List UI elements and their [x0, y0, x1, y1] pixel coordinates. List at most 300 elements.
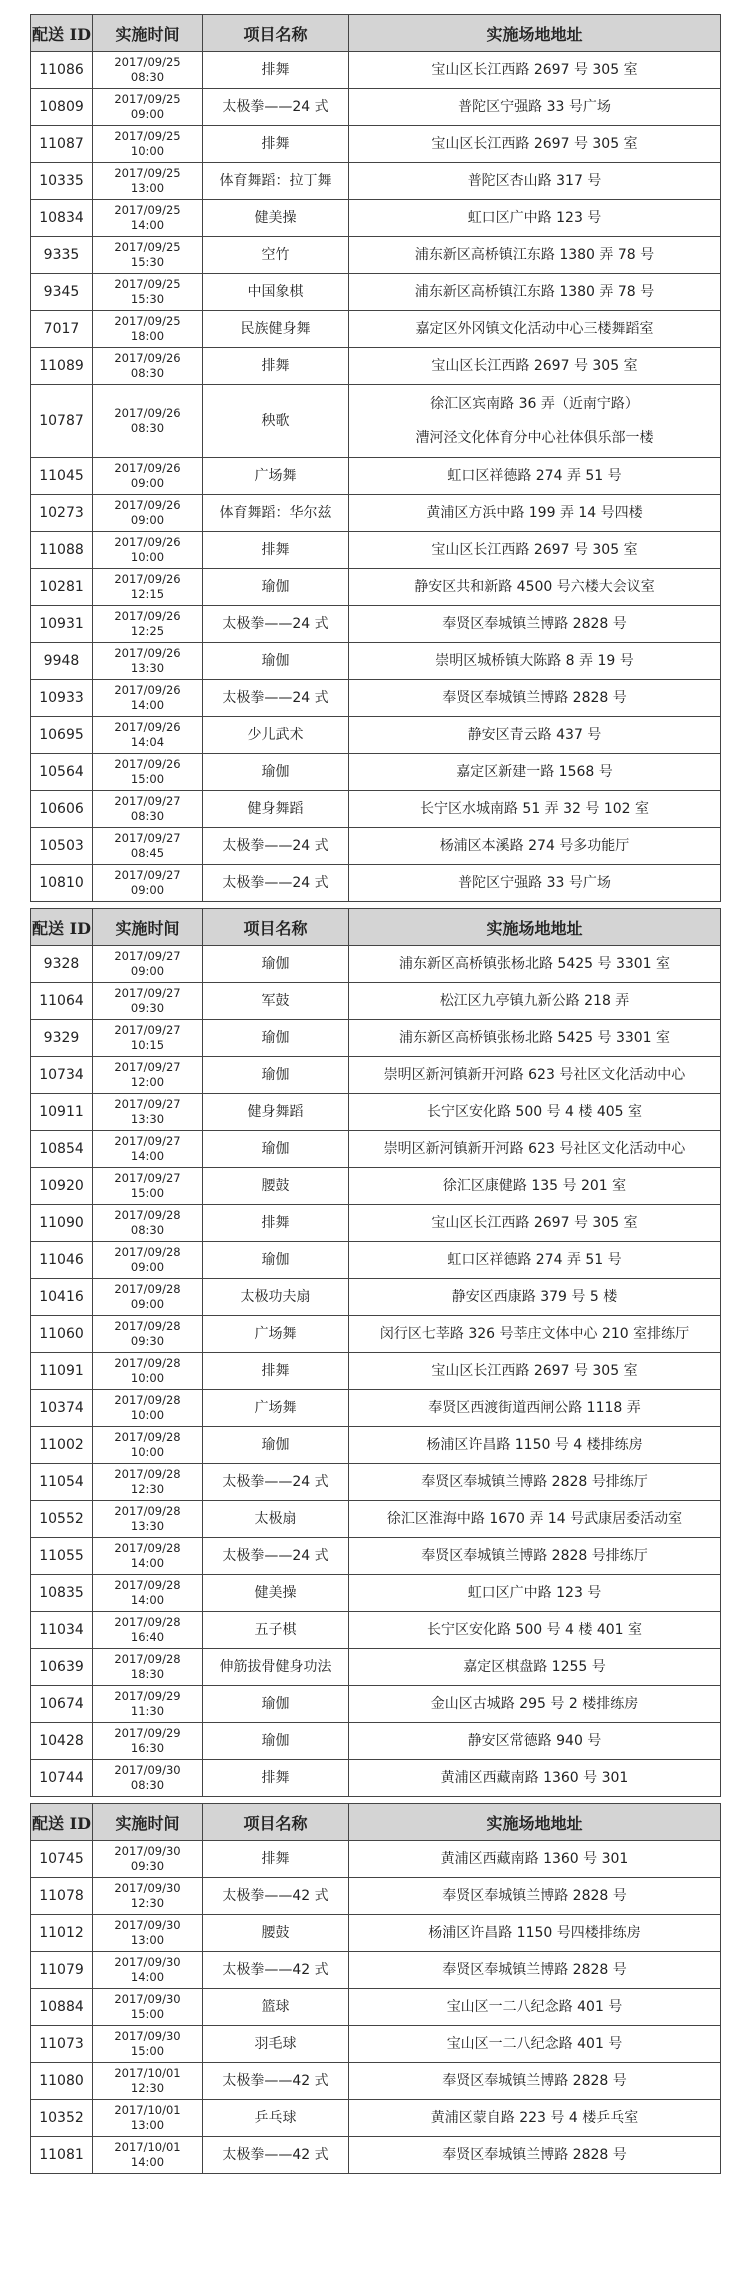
section-gap [31, 902, 721, 909]
venue-address [349, 1686, 721, 1723]
table-row [31, 2100, 721, 2137]
delivery-id: 10745 [31, 1841, 93, 1878]
project-name: 羽毛球 [203, 2026, 349, 2063]
venue-address-line-2: 漕河泾文化体育分中心社体俱乐部一楼 [415, 430, 654, 446]
schedule-time [93, 495, 203, 532]
schedule-time [93, 606, 203, 643]
venue-address [349, 754, 721, 791]
venue-address [349, 89, 721, 126]
header-time: 实施时间 [93, 15, 203, 52]
delivery-id: 10416 [31, 1279, 93, 1316]
schedule-time [93, 1205, 203, 1242]
delivery-id: 11080 [31, 2063, 93, 2100]
schedule-date: 2017/09/29 [114, 1726, 181, 1740]
schedule-date: 2017/09/28 [114, 1615, 181, 1629]
delivery-id: 10810 [31, 865, 93, 902]
delivery-id: 11002 [31, 1427, 93, 1464]
schedule-time [93, 1723, 203, 1760]
venue-address-line: 静安区常德路 940 号 [467, 1732, 602, 1749]
delivery-id: 7017 [31, 311, 93, 348]
venue-address [349, 680, 721, 717]
schedule-time [93, 2063, 203, 2100]
schedule-time [93, 1057, 203, 1094]
venue-address-line: 杨浦区本溪路 274 号多功能厅 [439, 837, 630, 854]
table-row [31, 348, 721, 385]
venue-address [349, 1353, 721, 1390]
project-name: 排舞 [203, 348, 349, 385]
project-name: 太极拳——42 式 [203, 2137, 349, 2174]
schedule-clock: 12:25 [130, 624, 165, 638]
table-row [31, 1205, 721, 1242]
venue-address-line: 奉贤区奉城镇兰博路 2828 号 [442, 2146, 627, 2163]
delivery-id: 11087 [31, 126, 93, 163]
schedule-clock: 14:00 [130, 1149, 165, 1163]
table-row [31, 1242, 721, 1279]
schedule-date: 2017/09/27 [114, 1060, 181, 1074]
delivery-id: 11046 [31, 1242, 93, 1279]
delivery-id: 11034 [31, 1612, 93, 1649]
venue-address [349, 458, 721, 495]
table-row [31, 1390, 721, 1427]
header-id: 配送 ID [31, 1804, 93, 1841]
table-row [31, 569, 721, 606]
table-row [31, 1094, 721, 1131]
table-row [31, 163, 721, 200]
venue-address-line: 浦东新区高桥镇江东路 1380 弄 78 号 [414, 283, 655, 300]
delivery-id: 10933 [31, 680, 93, 717]
venue-address [349, 1279, 721, 1316]
schedule-time [93, 1649, 203, 1686]
header-id: 配送 ID [31, 909, 93, 946]
delivery-id: 10835 [31, 1575, 93, 1612]
project-name: 瑜伽 [203, 1427, 349, 1464]
delivery-id: 11086 [31, 52, 93, 89]
project-name: 空竹 [203, 237, 349, 274]
project-name: 伸筋拔骨健身功法 [203, 1649, 349, 1686]
table-row [31, 1353, 721, 1390]
venue-address [349, 1205, 721, 1242]
table-row [31, 606, 721, 643]
table-row [31, 200, 721, 237]
schedule-sheet [30, 14, 720, 2174]
schedule-time [93, 163, 203, 200]
table-row [31, 274, 721, 311]
schedule-clock: 08:30 [130, 421, 165, 435]
delivery-id: 11089 [31, 348, 93, 385]
schedule-time [93, 1427, 203, 1464]
schedule-clock: 12:30 [130, 1482, 165, 1496]
project-name: 广场舞 [203, 1390, 349, 1427]
schedule-time [93, 237, 203, 274]
table-row [31, 791, 721, 828]
schedule-clock: 08:30 [130, 1778, 165, 1792]
delivery-id: 11045 [31, 458, 93, 495]
table-row [31, 237, 721, 274]
venue-address [349, 1427, 721, 1464]
project-name: 腰鼓 [203, 1915, 349, 1952]
schedule-clock: 10:15 [130, 1038, 165, 1052]
schedule-clock: 13:00 [130, 181, 165, 195]
schedule-clock: 09:30 [130, 1334, 165, 1348]
venue-address [349, 126, 721, 163]
delivery-id: 10639 [31, 1649, 93, 1686]
schedule-date: 2017/09/27 [114, 1134, 181, 1148]
header-name: 项目名称 [203, 1804, 349, 1841]
schedule-date: 2017/09/27 [114, 794, 181, 808]
venue-address [349, 1242, 721, 1279]
schedule-date: 2017/09/28 [114, 1208, 181, 1222]
schedule-time [93, 754, 203, 791]
table-row [31, 532, 721, 569]
schedule-date: 2017/09/25 [114, 314, 181, 328]
venue-address-line: 宝山区长江西路 2697 号 305 室 [431, 135, 638, 152]
schedule-table [30, 14, 721, 2174]
schedule-clock: 12:30 [130, 2081, 165, 2095]
schedule-date: 2017/09/28 [114, 1504, 181, 1518]
delivery-id: 10834 [31, 200, 93, 237]
schedule-clock: 09:00 [130, 107, 165, 121]
schedule-clock: 09:00 [130, 476, 165, 490]
venue-address-line: 黄浦区西藏南路 1360 号 301 [440, 1769, 629, 1786]
venue-address-line: 徐汇区淮海中路 1670 弄 14 号武康居委活动室 [386, 1510, 683, 1527]
venue-address-line: 浦东新区高桥镇江东路 1380 弄 78 号 [414, 246, 655, 263]
schedule-time [93, 680, 203, 717]
schedule-clock: 08:30 [130, 1223, 165, 1237]
project-name: 秧歌 [203, 385, 349, 458]
venue-address [349, 200, 721, 237]
project-name: 太极拳——24 式 [203, 865, 349, 902]
table-row [31, 2026, 721, 2063]
schedule-clock: 14:00 [130, 218, 165, 232]
venue-address-line: 奉贤区奉城镇兰博路 2828 号 [442, 2072, 627, 2089]
venue-address [349, 606, 721, 643]
delivery-id: 10744 [31, 1760, 93, 1797]
table-row [31, 828, 721, 865]
venue-address-line: 嘉定区棋盘路 1255 号 [463, 1658, 606, 1675]
schedule-clock: 16:40 [130, 1630, 165, 1644]
venue-address [349, 2100, 721, 2137]
schedule-time [93, 828, 203, 865]
delivery-id: 9345 [31, 274, 93, 311]
venue-address-line: 普陀区宁强路 33 号广场 [458, 98, 611, 115]
project-name: 太极拳——24 式 [203, 1538, 349, 1575]
venue-address [349, 311, 721, 348]
venue-address-line: 宝山区长江西路 2697 号 305 室 [431, 61, 638, 78]
schedule-date: 2017/09/25 [114, 240, 181, 254]
header-name: 项目名称 [203, 15, 349, 52]
header-address: 实施场地地址 [349, 15, 721, 52]
delivery-id: 10734 [31, 1057, 93, 1094]
schedule-clock: 13:30 [130, 1519, 165, 1533]
schedule-date: 2017/09/30 [114, 1955, 181, 1969]
delivery-id: 11054 [31, 1464, 93, 1501]
schedule-time [93, 1279, 203, 1316]
schedule-clock: 12:00 [130, 1075, 165, 1089]
schedule-time [93, 1316, 203, 1353]
schedule-date: 2017/09/26 [114, 351, 181, 365]
venue-address-line: 崇明区新河镇新开河路 623 号社区文化活动中心 [383, 1140, 686, 1157]
schedule-clock: 14:00 [130, 1970, 165, 1984]
project-name: 太极扇 [203, 1501, 349, 1538]
schedule-time [93, 1353, 203, 1390]
project-name: 乒乓球 [203, 2100, 349, 2137]
venue-address-line: 宝山区长江西路 2697 号 305 室 [431, 1214, 638, 1231]
table-row [31, 865, 721, 902]
venue-address-line: 普陀区宁强路 33 号广场 [458, 874, 611, 891]
schedule-date: 2017/09/26 [114, 757, 181, 771]
venue-address [349, 569, 721, 606]
project-name: 排舞 [203, 1353, 349, 1390]
table-row [31, 1501, 721, 1538]
venue-address-line: 虹口区祥德路 274 弄 51 号 [447, 1251, 622, 1268]
schedule-time [93, 1094, 203, 1131]
schedule-time [93, 1020, 203, 1057]
schedule-date: 2017/09/28 [114, 1467, 181, 1481]
schedule-date: 2017/09/30 [114, 1881, 181, 1895]
schedule-date: 2017/09/27 [114, 831, 181, 845]
venue-address-line: 长宁区水城南路 51 弄 32 号 102 室 [419, 800, 650, 817]
venue-address-line: 静安区共和新路 4500 号六楼大会议室 [414, 578, 655, 595]
venue-address-line: 杨浦区许昌路 1150 号四楼排练房 [428, 1924, 641, 1941]
venue-address [349, 717, 721, 754]
venue-address [349, 495, 721, 532]
schedule-clock: 14:04 [130, 735, 165, 749]
schedule-clock: 15:30 [130, 292, 165, 306]
venue-address-line: 奉贤区奉城镇兰博路 2828 号 [442, 1961, 627, 1978]
table-row [31, 717, 721, 754]
schedule-time [93, 1131, 203, 1168]
delivery-id: 10281 [31, 569, 93, 606]
delivery-id: 10695 [31, 717, 93, 754]
schedule-clock: 10:00 [130, 1408, 165, 1422]
venue-address-line: 奉贤区西渡街道西闸公路 1118 弄 [428, 1399, 641, 1416]
project-name: 排舞 [203, 126, 349, 163]
delivery-id: 11012 [31, 1915, 93, 1952]
venue-address-line: 虹口区祥德路 274 弄 51 号 [447, 467, 622, 484]
delivery-id: 11090 [31, 1205, 93, 1242]
venue-address [349, 946, 721, 983]
schedule-time [93, 311, 203, 348]
venue-address [349, 274, 721, 311]
schedule-date: 2017/09/26 [114, 720, 181, 734]
project-name: 太极拳——24 式 [203, 89, 349, 126]
venue-address [349, 1538, 721, 1575]
project-name: 广场舞 [203, 1316, 349, 1353]
table-row [31, 754, 721, 791]
project-name: 瑜伽 [203, 1057, 349, 1094]
venue-address-line: 徐汇区宾南路 36 弄（近南宁路） [430, 396, 639, 412]
table-row [31, 126, 721, 163]
table-row [31, 1279, 721, 1316]
schedule-clock: 14:00 [130, 1593, 165, 1607]
venue-address [349, 1649, 721, 1686]
table-row [31, 1649, 721, 1686]
schedule-date: 2017/09/28 [114, 1578, 181, 1592]
venue-address [349, 1390, 721, 1427]
venue-address-line: 奉贤区奉城镇兰博路 2828 号 [442, 615, 627, 632]
schedule-date: 2017/09/26 [114, 498, 181, 512]
venue-address-line: 浦东新区高桥镇张杨北路 5425 号 3301 室 [398, 1029, 671, 1046]
schedule-time [93, 385, 203, 458]
schedule-clock: 13:00 [130, 2118, 165, 2132]
schedule-clock: 15:00 [130, 772, 165, 786]
venue-address [349, 1316, 721, 1353]
delivery-id: 10606 [31, 791, 93, 828]
schedule-time [93, 1501, 203, 1538]
schedule-time [93, 2137, 203, 2174]
schedule-clock: 12:15 [130, 587, 165, 601]
venue-address-line: 嘉定区外冈镇文化活动中心三楼舞蹈室 [415, 320, 654, 337]
delivery-id: 11078 [31, 1878, 93, 1915]
schedule-date: 2017/09/28 [114, 1282, 181, 1296]
schedule-time [93, 2100, 203, 2137]
schedule-date: 2017/09/28 [114, 1652, 181, 1666]
schedule-date: 2017/09/26 [114, 461, 181, 475]
schedule-clock: 09:00 [130, 1260, 165, 1274]
venue-address [349, 1915, 721, 1952]
venue-address [349, 1841, 721, 1878]
project-name: 太极拳——42 式 [203, 1878, 349, 1915]
schedule-date: 2017/09/30 [114, 1918, 181, 1932]
venue-address [349, 237, 721, 274]
table-row [31, 1686, 721, 1723]
table-row [31, 1723, 721, 1760]
venue-address-line: 奉贤区奉城镇兰博路 2828 号排练厅 [421, 1473, 648, 1490]
venue-address-line: 黄浦区西藏南路 1360 号 301 [440, 1850, 629, 1867]
schedule-time [93, 983, 203, 1020]
delivery-id: 11088 [31, 532, 93, 569]
schedule-clock: 14:00 [130, 1556, 165, 1570]
schedule-date: 2017/09/27 [114, 868, 181, 882]
venue-address [349, 828, 721, 865]
schedule-clock: 12:30 [130, 1896, 165, 1910]
delivery-id: 10374 [31, 1390, 93, 1427]
schedule-clock: 09:00 [130, 964, 165, 978]
header-time: 实施时间 [93, 909, 203, 946]
header-row [31, 1804, 721, 1841]
table-row [31, 385, 721, 458]
schedule-date: 2017/09/27 [114, 986, 181, 1000]
venue-address [349, 791, 721, 828]
venue-address [349, 1020, 721, 1057]
venue-address-line: 普陀区杏山路 317 号 [467, 172, 602, 189]
venue-address-line: 宝山区长江西路 2697 号 305 室 [431, 541, 638, 558]
schedule-clock: 14:00 [130, 698, 165, 712]
project-name: 太极拳——24 式 [203, 1464, 349, 1501]
schedule-time [93, 1464, 203, 1501]
venue-address-line: 奉贤区奉城镇兰博路 2828 号 [442, 689, 627, 706]
venue-address-line: 虹口区广中路 123 号 [467, 1584, 602, 1601]
header-address: 实施场地地址 [349, 1804, 721, 1841]
schedule-clock: 10:00 [130, 1371, 165, 1385]
venue-address [349, 532, 721, 569]
schedule-date: 2017/10/01 [114, 2066, 181, 2080]
delivery-id: 9329 [31, 1020, 93, 1057]
schedule-date: 2017/10/01 [114, 2103, 181, 2117]
schedule-time [93, 1841, 203, 1878]
project-name: 健身舞蹈 [203, 1094, 349, 1131]
schedule-clock: 15:00 [130, 1186, 165, 1200]
venue-address-line: 静安区西康路 379 号 5 楼 [451, 1288, 618, 1305]
venue-address-line: 奉贤区奉城镇兰博路 2828 号 [442, 1887, 627, 1904]
venue-address-line: 长宁区安化路 500 号 4 楼 401 室 [426, 1621, 643, 1638]
table-row [31, 1168, 721, 1205]
table-row [31, 495, 721, 532]
table-row [31, 680, 721, 717]
venue-address-line: 宝山区长江西路 2697 号 305 室 [431, 357, 638, 374]
schedule-date: 2017/09/28 [114, 1393, 181, 1407]
delivery-id: 10674 [31, 1686, 93, 1723]
schedule-time [93, 126, 203, 163]
venue-address [349, 348, 721, 385]
schedule-time [93, 1952, 203, 1989]
schedule-clock: 18:00 [130, 329, 165, 343]
project-name: 民族健身舞 [203, 311, 349, 348]
schedule-date: 2017/09/27 [114, 1023, 181, 1037]
schedule-clock: 09:00 [130, 513, 165, 527]
schedule-date: 2017/09/30 [114, 1844, 181, 1858]
table-row [31, 1575, 721, 1612]
delivery-id: 9948 [31, 643, 93, 680]
schedule-time [93, 89, 203, 126]
schedule-clock: 14:00 [130, 2155, 165, 2169]
schedule-clock: 08:30 [130, 366, 165, 380]
table-row [31, 1915, 721, 1952]
schedule-date: 2017/09/27 [114, 1097, 181, 1111]
header-address: 实施场地地址 [349, 909, 721, 946]
venue-address-line: 徐汇区康健路 135 号 201 室 [442, 1177, 627, 1194]
table-row [31, 1952, 721, 1989]
schedule-time [93, 1686, 203, 1723]
venue-address-line: 长宁区安化路 500 号 4 楼 405 室 [426, 1103, 643, 1120]
project-name: 瑜伽 [203, 1686, 349, 1723]
venue-address [349, 643, 721, 680]
schedule-date: 2017/09/25 [114, 166, 181, 180]
venue-address-line: 嘉定区新建一路 1568 号 [456, 763, 613, 780]
header-row [31, 15, 721, 52]
venue-address [349, 163, 721, 200]
schedule-clock: 10:00 [130, 144, 165, 158]
table-row [31, 1057, 721, 1094]
schedule-time [93, 348, 203, 385]
schedule-date: 2017/09/25 [114, 203, 181, 217]
project-name: 太极功夫扇 [203, 1279, 349, 1316]
table-row [31, 1538, 721, 1575]
venue-address [349, 2063, 721, 2100]
table-row [31, 89, 721, 126]
delivery-id: 10809 [31, 89, 93, 126]
delivery-id: 11073 [31, 2026, 93, 2063]
venue-address-line: 金山区古城路 295 号 2 楼排练房 [430, 1695, 639, 1712]
table-row [31, 1427, 721, 1464]
venue-address [349, 983, 721, 1020]
delivery-id: 10273 [31, 495, 93, 532]
project-name: 瑜伽 [203, 569, 349, 606]
delivery-id: 11079 [31, 1952, 93, 1989]
schedule-time [93, 200, 203, 237]
schedule-clock: 15:00 [130, 2044, 165, 2058]
table-row [31, 2137, 721, 2174]
project-name: 体育舞蹈：拉丁舞 [203, 163, 349, 200]
schedule-clock: 16:30 [130, 1741, 165, 1755]
project-name: 篮球 [203, 1989, 349, 2026]
schedule-date: 2017/09/30 [114, 1992, 181, 2006]
schedule-time [93, 1915, 203, 1952]
schedule-time [93, 1760, 203, 1797]
schedule-clock: 09:00 [130, 1297, 165, 1311]
schedule-date: 2017/09/25 [114, 92, 181, 106]
venue-address-line: 崇明区新河镇新开河路 623 号社区文化活动中心 [383, 1066, 686, 1083]
